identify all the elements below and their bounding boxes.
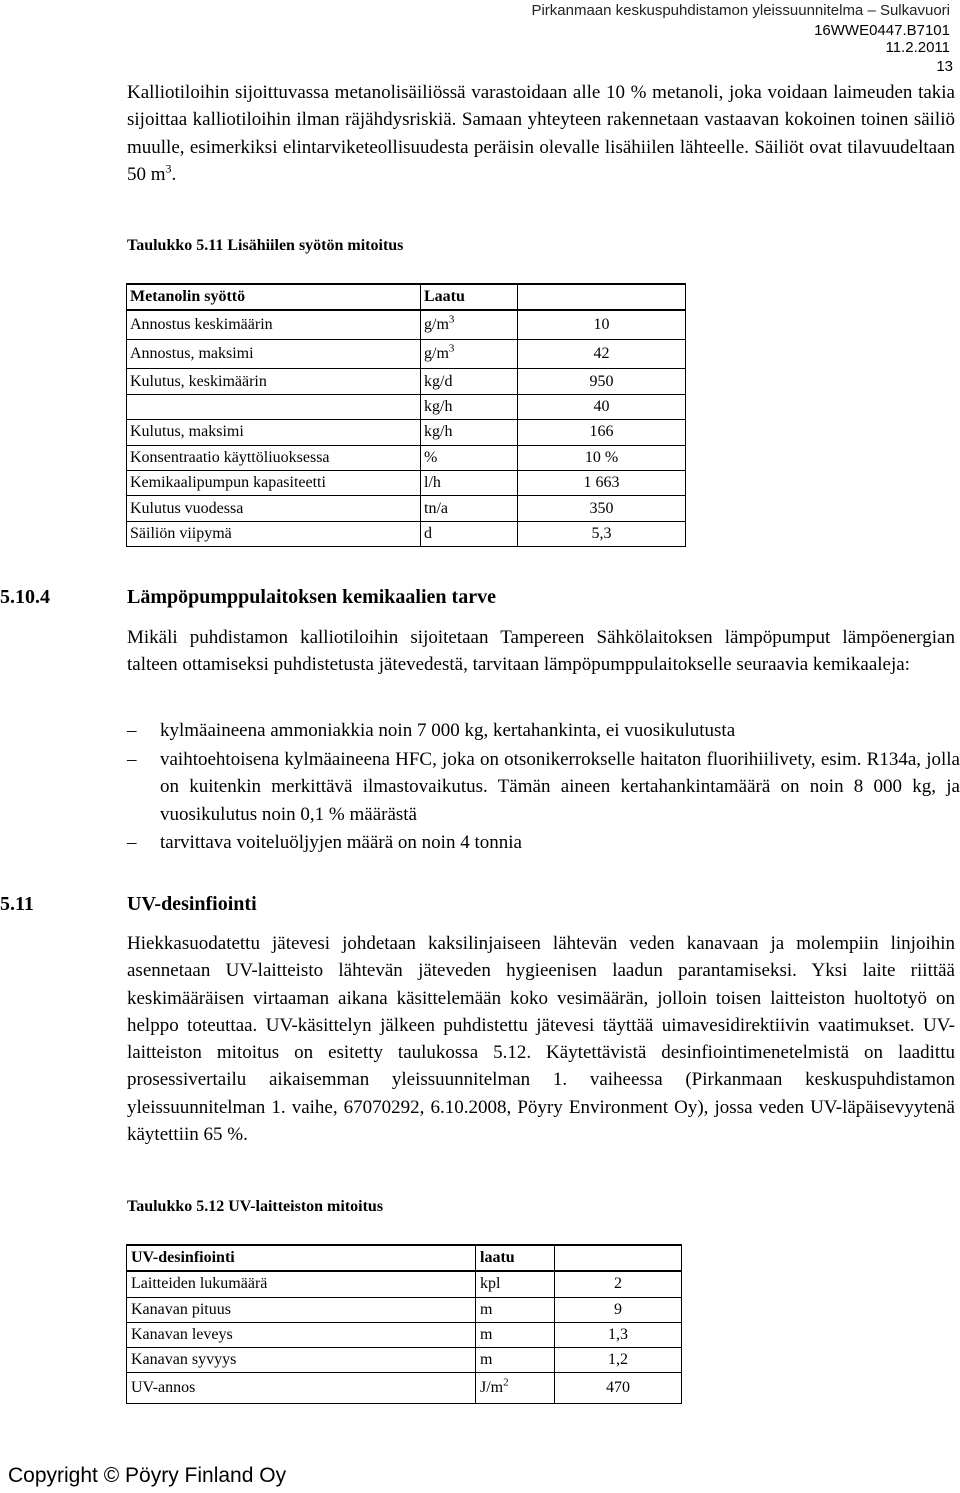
table-cell-value: 470 [555,1373,682,1404]
intro-superscript: 3 [165,161,172,176]
table-cell-unit: $g/m^3$ [421,310,518,340]
table-cell-label: Konsentraatio käyttöliuoksessa [127,445,421,470]
table-cell-value: 5,3 [518,521,686,546]
intro-paragraph [127,79,955,188]
table-cell-value: 9 [555,1297,682,1322]
table-cell-value: 350 [518,496,686,521]
section-title: UV-desinfiointi [127,893,257,915]
page-number: 13 [936,58,953,75]
table-cell-label: Kemikaalipumpun kapasiteetti [127,470,421,495]
table-cell-value: 1,3 [555,1322,682,1347]
table-cell-unit: m [476,1322,555,1347]
table-header-row [127,284,686,310]
list-item-text: vaihtoehtoisena kylmäaineena HFC, joka on otsonikerrokselle haitaton fluorihiilivety, esim. R134a, jolla on kuitenkin merkittävä ilmastovaikutus. Tämän aineen kertahankintamäärä on noin 8 000 kg, ja vuosikulutus noin 0,1 % määrästä [160,749,960,825]
table-cell-label: Annostus keskimäärin [127,310,421,340]
intro-text: Kalliotiloihin sijoittuvassa metanolisäiliössä varastoidaan alle 10 % metanoli, joka voidaan laimeuden takia sijoittaa kalliotiloihin ilman räjähdysriskiä. Samaan yhteyteen rakennetaan vastaavan kokoinen toinen säiliö muulle, esimerkiksi elintarviketeollisuudesta peräisin olevalle lisähiilen lähteelle. Säiliöt ovat tilavuudeltaan 50 m [127,82,955,185]
table-row [127,470,686,495]
section-number: 5.10.4 [0,586,50,608]
table-cell-label: Annostus, maksimi [127,340,421,369]
table-cell-label [127,394,421,419]
table-row [127,369,686,394]
table-cell-unit: d [421,521,518,546]
section-5-11-paragraph: Hiekkasuodatettu jätevesi johdetaan kaksilinjaiseen lähtevän veden kanavaan ja molempiin linjoihin asennetaan UV-laitteisto lähtevän jäteveden hygieenisen laadun parantamiseksi. Yksi laite riittää keskimääräisen virtaaman aikana käsittelemään koko vesimäärän, jolloin toisen laitteiston huoltotyö on helppo toteuttaa. UV-käsittelyn jälkeen puhdistettu jätevesi täyttää uimavesidirektiivin vaatimukset. UV-laitteiston mitoitus on esitetty taulukossa 5.12. Käytettävistä desinfiointimenetelmistä on laadittu prosessivertailu aikaisemman yleissuunnitelman 1. vaiheessa (Pirkanmaan keskuspuhdistamon yleissuunnitelman 1. vaihe, 67070292, 6.10.2008, Pöyry Environment Oy), jossa veden UV-läpäisevyytenä käytettiin 65 %. [127,933,955,1146]
table-row [127,394,686,419]
section-5-10-4-paragraph: Mikäli puhdistamon kalliotiloihin sijoitetaan Tampereen Sähkölaitoksen lämpöpumput lämpöenergian talteen ottamiseksi puhdistetusta jätevedestä, tarvitaan lämpöpumppulaitokselle seuraavia kemikaaleja: [127,627,955,676]
table-cell-value: 950 [518,369,686,394]
dash-bullet: – [127,720,137,741]
table-cell-value: 2 [555,1271,682,1297]
table2-header-col3 [555,1245,682,1271]
table-cell-unit: kpl [476,1271,555,1297]
table1-caption: Taulukko 5.11 Lisähiilen syötön mitoitus [127,237,404,254]
table-cell-label: Säiliön viipymä [127,521,421,546]
table-cell-value: 10 [518,310,686,340]
table-cell-value: 40 [518,394,686,419]
table-cell-value: 1 663 [518,470,686,495]
document-date: 11.2.2011 [885,39,950,56]
dash-bullet: – [127,749,137,770]
table-row [127,1271,682,1297]
table-cell-unit: kg/h [421,394,518,419]
document-code: 16WWE0447.B7101 [814,22,950,39]
table-cell-label: Kanavan leveys [127,1322,476,1347]
copyright-footer: Copyright © Pöyry Finland Oy [8,1464,287,1487]
table2 [126,1244,682,1404]
table-cell-value: 10 % [518,445,686,470]
table-cell-unit: m [476,1348,555,1373]
table1-header-col3 [518,284,686,310]
table-cell-label: UV-annos [127,1373,476,1404]
table-row [127,310,686,340]
dash-bullet: – [127,832,137,853]
table-cell-label: Kulutus vuodessa [127,496,421,521]
table-row [127,521,686,546]
table-row [127,1297,682,1322]
table1 [126,283,686,547]
table-row [127,340,686,369]
table-cell-value: 42 [518,340,686,369]
table-row [127,1322,682,1347]
table-cell-unit: $g/m^3$ [421,340,518,369]
table-cell-unit: $J/m^2$ [476,1373,555,1404]
list-item-text: tarvittava voiteluöljyjen määrä on noin 4 tonnia [160,832,522,853]
table-cell-unit: m [476,1297,555,1322]
intro-end: . [171,163,177,185]
table-cell-value: 1,2 [555,1348,682,1373]
table-cell-label: Laitteiden lukumäärä [127,1271,476,1297]
table-cell-label: Kulutus, keskimäärin [127,369,421,394]
table-header-row [127,1245,682,1271]
table-cell-label: Kanavan syvyys [127,1348,476,1373]
table-cell-value: 166 [518,420,686,445]
table2-header-col2: laatu [476,1245,555,1271]
table-cell-unit: kg/h [421,420,518,445]
table-cell-label: Kulutus, maksimi [127,420,421,445]
table-row [127,1348,682,1373]
table-row [127,1373,682,1404]
table2-caption: Taulukko 5.12 UV-laitteiston mitoitus [127,1198,384,1215]
table1-header-col2: Laatu [421,284,518,310]
table-row [127,496,686,521]
table-cell-unit: l/h [421,470,518,495]
section-title: Lämpöpumppulaitoksen kemikaalien tarve [127,586,496,608]
table2-header-col1: UV-desinfiointi [127,1245,476,1271]
table-row [127,420,686,445]
section-number: 5.11 [0,893,34,915]
table-row [127,445,686,470]
table-cell-unit: kg/d [421,369,518,394]
table-cell-unit: % [421,445,518,470]
table-cell-label: Kanavan pituus [127,1297,476,1322]
list-item-text: kylmäaineena ammoniakkia noin 7 000 kg, kertahankinta, ei vuosikulutusta [160,720,736,741]
table1-header-col1: Metanolin syöttö [127,284,421,310]
table-cell-unit: tn/a [421,496,518,521]
document-header-title: Pirkanmaan keskuspuhdistamon yleissuunnitelma – Sulkavuori [531,2,950,19]
